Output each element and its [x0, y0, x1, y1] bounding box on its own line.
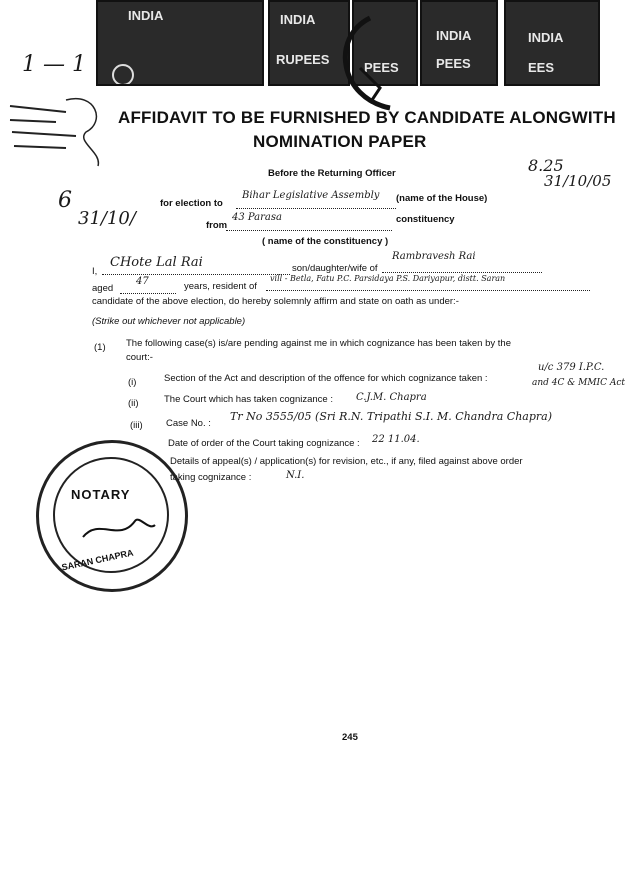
stamp-paper-5	[504, 0, 600, 86]
margin-note-number: 8.25	[528, 156, 564, 175]
house-field	[236, 190, 396, 209]
margin-note-date: 31/10/05	[544, 172, 612, 190]
sub-item-value: C.J.M. Chapra	[356, 392, 427, 403]
sub-item-value-cont: and 4C & MMIC Act	[532, 378, 626, 388]
order-date-value: 22 11.04.	[372, 434, 420, 445]
stamp-label: PEES	[364, 60, 399, 75]
notary-seal	[36, 440, 188, 592]
affirmation-line: candidate of the above election, do hereby solemnly affirm and state on oath as under:-	[92, 296, 459, 307]
age-field	[120, 276, 176, 294]
stamp-label: PEES	[436, 56, 471, 71]
address-field	[266, 274, 590, 291]
document-title: AFFIDAVIT TO BE FURNISHED BY CANDIDATE ALONGWITH	[118, 108, 616, 127]
stamp-label: INDIA	[528, 30, 564, 45]
house-value: Bihar Legislative Assembly	[242, 190, 380, 201]
margin-date: 31/10/	[78, 208, 136, 229]
stamp-label: INDIA	[128, 8, 164, 23]
constituency-label: constituency	[396, 214, 455, 225]
item-text-cont: court:-	[126, 352, 153, 363]
stamp-emblem-icon	[112, 64, 134, 86]
document-subtitle: NOMINATION PAPER	[253, 132, 427, 151]
postmark-scribble	[320, 8, 460, 118]
strike-note: (Strike out whichever not applicable)	[92, 316, 246, 327]
name-value: CHote Lal Rai	[110, 255, 203, 270]
stamp-label: EES	[528, 60, 555, 75]
stamp-paper-1	[96, 0, 264, 86]
sub-item-value: u/c 379 I.P.C.	[538, 362, 605, 373]
appeal-label-cont: taking cognizance :	[170, 472, 252, 483]
margin-signature: 1 — 1	[22, 52, 86, 77]
sub-item-number: (i)	[128, 377, 137, 388]
stamp-label: INDIA	[280, 12, 316, 27]
sub-item-value: Tr No 3555/05 (Sri R.N. Tripathi S.I. M. Chandra Chapra)	[230, 410, 552, 423]
item-text: The following case(s) is/are pending against me in which cognizance has been taken by the	[126, 338, 511, 349]
name-prefix: I,	[92, 266, 98, 277]
left-margin-scribbles	[6, 92, 116, 182]
appeal-label: Details of appeal(s) / application(s) for revision, etc., if any, filed against above order	[170, 456, 523, 467]
sub-item-label: The Court which has taken cognizance :	[164, 394, 333, 405]
margin-number: 6	[58, 188, 72, 213]
constituency-note: ( name of the constituency )	[262, 236, 389, 247]
before-returning-officer: Before the Returning Officer	[268, 168, 396, 179]
stamp-label: RUPEES	[276, 52, 330, 67]
notary-signature	[79, 507, 159, 547]
constituency-value: 43 Parasa	[232, 212, 282, 223]
house-label: (name of the House)	[396, 193, 488, 204]
sub-item-number: (iii)	[130, 420, 143, 431]
relation-label: son/daughter/wife of	[292, 263, 378, 274]
age-value: 47	[136, 276, 149, 287]
sub-item-number: (ii)	[128, 398, 139, 409]
resident-label: years, resident of	[184, 281, 257, 292]
item-number: (1)	[94, 342, 106, 353]
address-value: vill - Betla, Fatu P.C. Parsidaya P.S. Dariyapur, distt. Saran	[270, 274, 506, 283]
seal-bottom-text: SARAN CHAPRA	[60, 547, 135, 573]
stamp-label: INDIA	[436, 28, 472, 43]
name-field	[102, 255, 290, 275]
father-field	[382, 251, 542, 273]
constituency-field	[226, 212, 392, 231]
from-label: from	[206, 220, 228, 231]
sub-item-label: Case No. :	[166, 418, 211, 429]
order-date-label: Date of order of the Court taking cognizance :	[168, 438, 360, 449]
election-prefix: for election to	[160, 198, 223, 209]
seal-top-text: NOTARY	[71, 487, 131, 502]
appeal-value: N.I.	[286, 470, 305, 481]
father-value: Rambravesh Rai	[392, 251, 476, 262]
aged-label: aged	[92, 283, 114, 294]
page-number: 245	[342, 732, 358, 743]
sub-item-label: Section of the Act and description of the offence for which cognizance taken :	[164, 373, 488, 384]
